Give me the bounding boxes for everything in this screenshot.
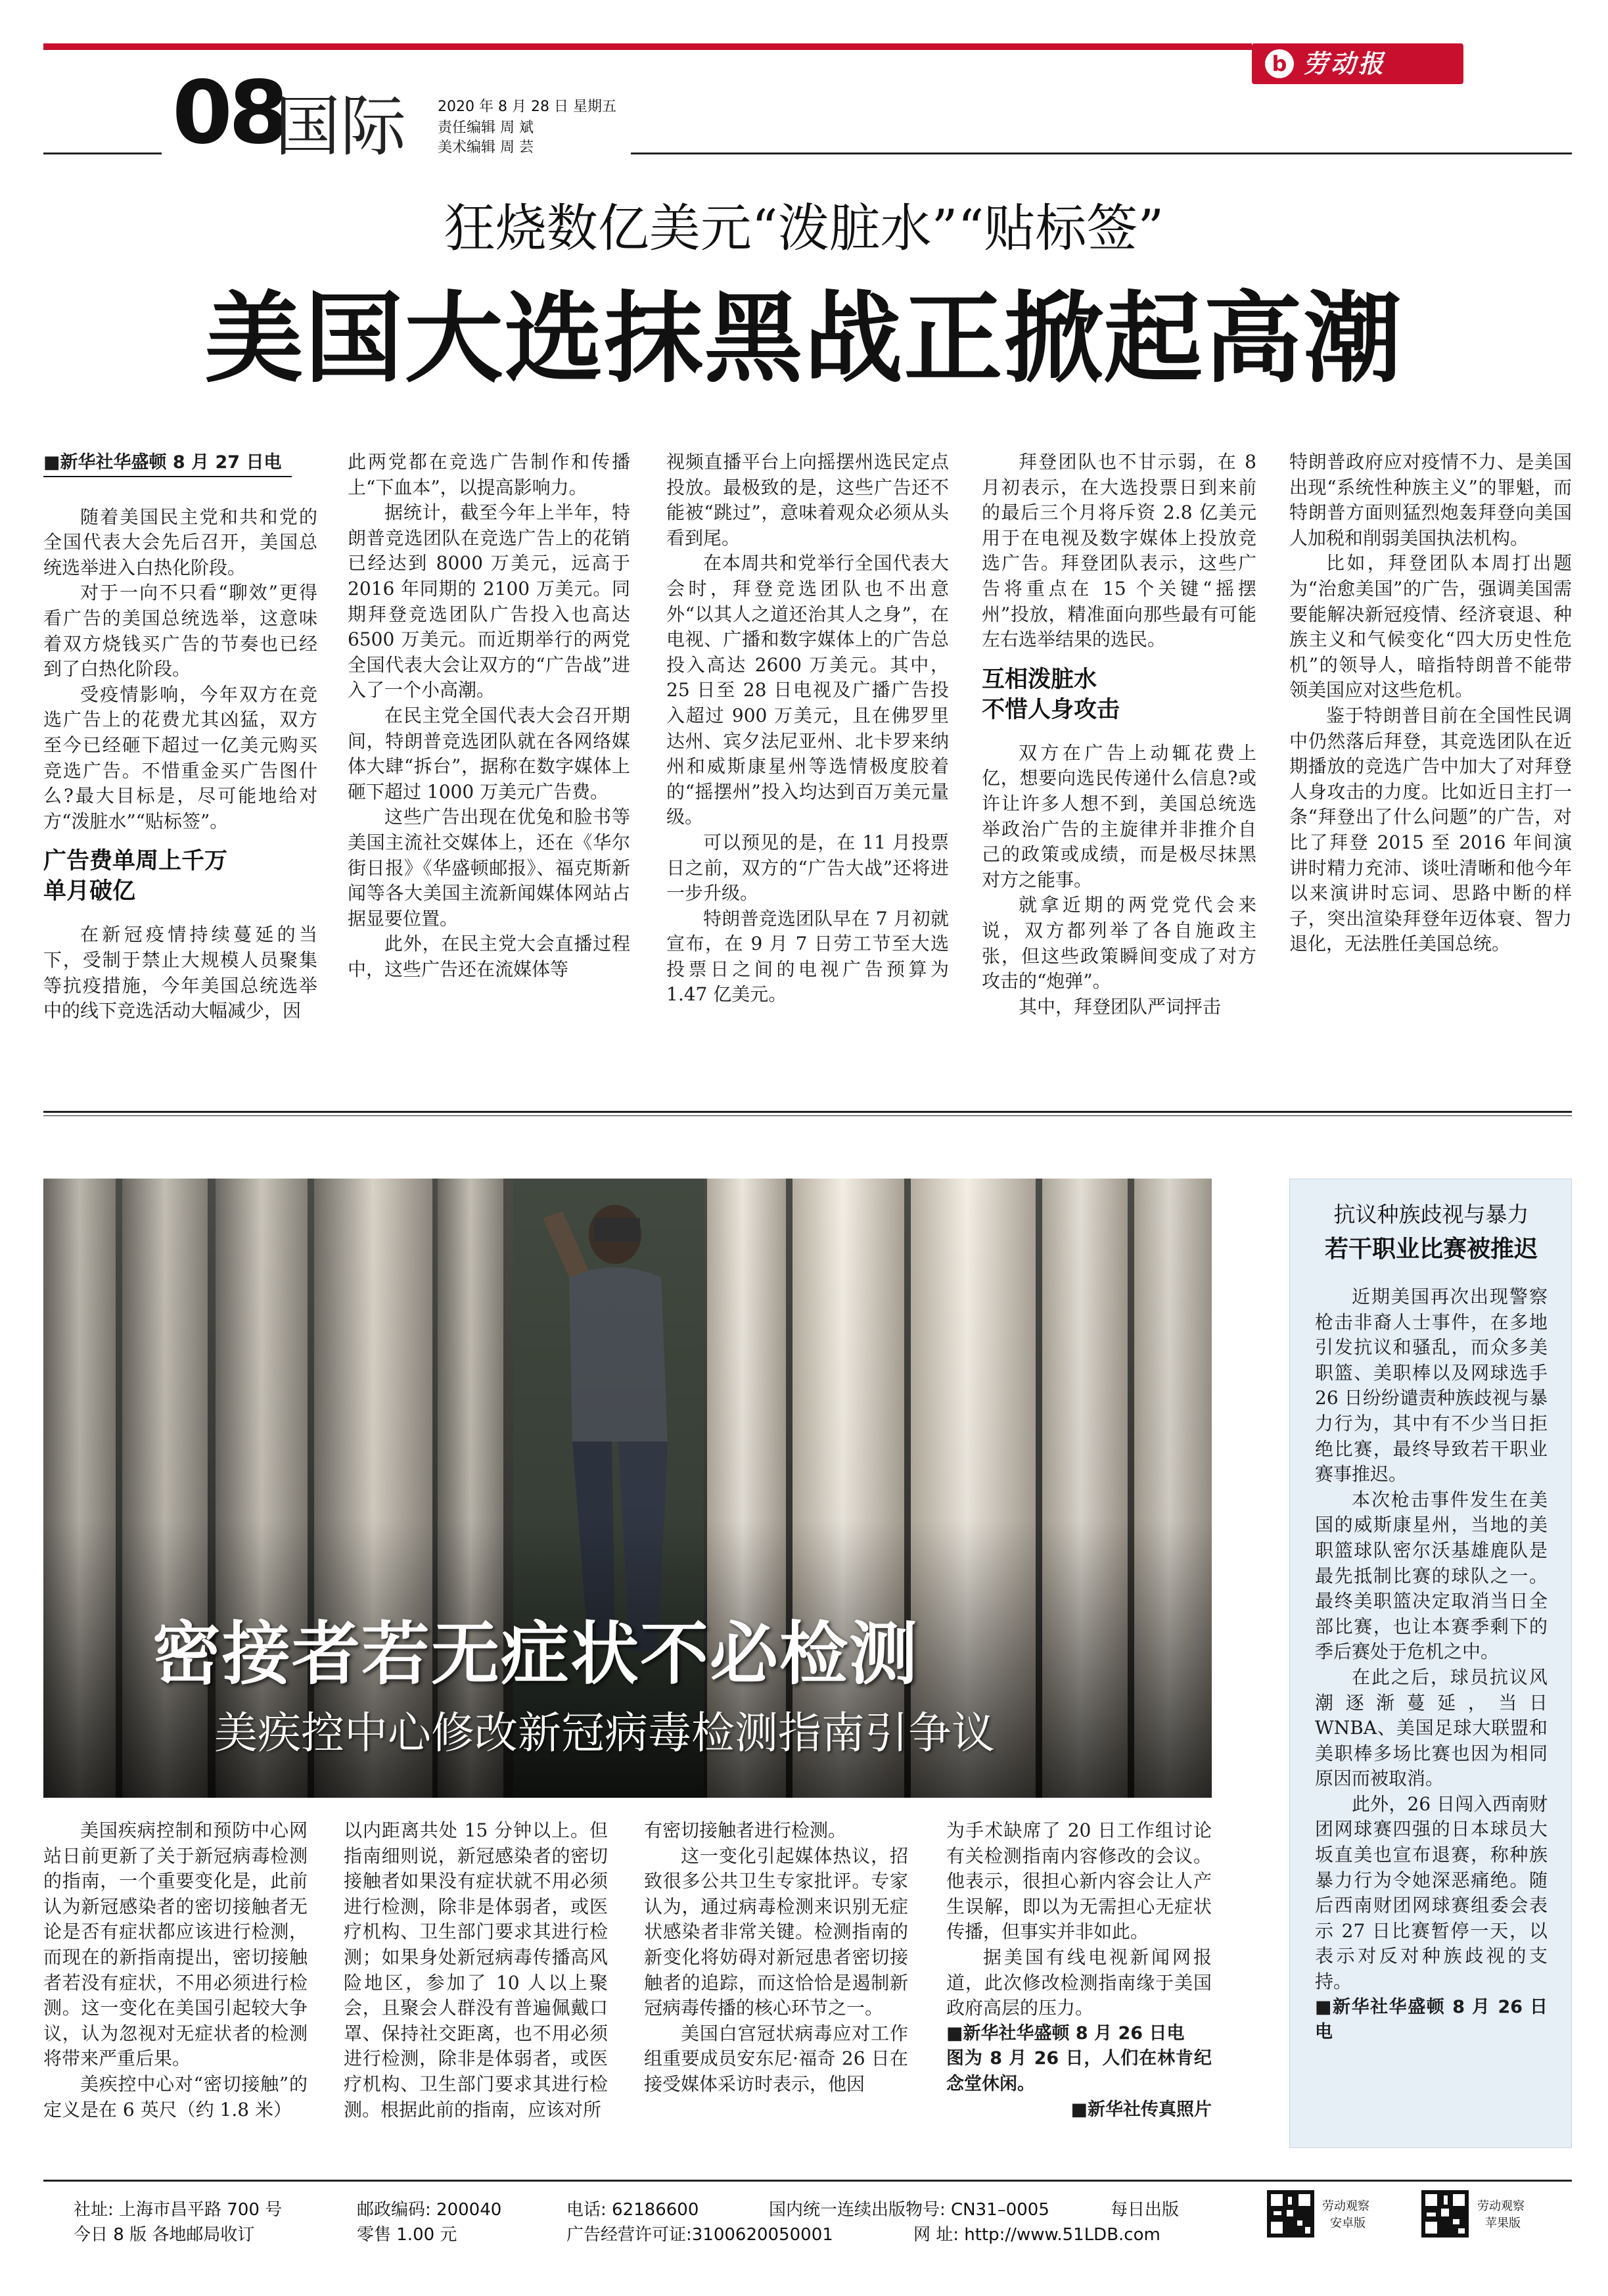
paragraph: 这些广告出现在优兔和脸书等美国主流社交媒体上，还在《华尔街日报》《华盛顿邮报》、福克斯新闻等各大美国主流新闻媒体网站占据显要位置。	[348, 806, 630, 929]
lincoln-memorial-photo	[43, 1179, 1212, 1798]
paragraph: 特朗普竞选团队早在 7 月初就宣布，在 9 月 7 日劳工节至大选投票日之间的电视广告预算为 1.47 亿美元。	[666, 907, 949, 1006]
paragraph: 此外，在民主党大会直播过程中，这些广告还在流媒体等	[348, 933, 630, 980]
footer-cn: 国内统一连续出版物号: CN31–0005	[769, 2200, 1049, 2220]
section-divider-thin	[43, 1115, 1572, 1116]
paragraph: 此外，26 日闯入西南财团网球赛四强的日本球员大坂直美也宣布退赛，称种族暴力行为令她深恶痛绝。随后西南财团网球赛组委会表示 27 日比赛暂停一天，以表示对反对种族歧视的支持。	[1315, 1792, 1548, 1993]
footer-rule	[43, 2180, 1572, 2182]
header-left-rule	[43, 152, 162, 154]
paragraph: 随着美国民主党和共和党的全国代表大会先后召开，美国总统选举进入白热化阶段。	[43, 505, 317, 578]
paragraph: 据美国有线电视新闻网报道，此次修改检测指南缘于美国政府高层的压力。	[946, 1946, 1212, 2019]
paragraph: 就拿近期的两党党代会来说，双方都列举了各自施政主张，但这些政策瞬间变成了对方攻击的“炮弹”。	[982, 894, 1256, 993]
section-name: 国际	[275, 88, 406, 165]
sidebar-credit: ■新华社华盛顿 8 月 26 日电	[1315, 1996, 1548, 2043]
sidebar-box	[1289, 1179, 1572, 2148]
qr-code-android-icon[interactable]	[1267, 2190, 1314, 2237]
issue-date: 2020 年 8 月 28 日 星期五	[438, 99, 616, 115]
article-column-3	[666, 450, 949, 1008]
photo-subtitle: 美疾控中心修改新冠病毒检测指南引争议	[214, 1708, 995, 1758]
paragraph: 近期美国再次出现警察枪击非裔人士事件，在多地引发抗议和骚乱，而众多美职篮、美职棒以及网球选手 26 日纷纷谴责种族歧视与暴力行为，其中有不少当日拒绝比赛，最终导致若干职业赛事推迟。	[1315, 1286, 1548, 1486]
paragraph: 对于一向不只看“聊效”更得看广告的美国总统选举，这意味着双方烧钱买广告的节奏也已经到了白热化阶段。	[43, 582, 317, 680]
paragraph: 在此之后，球员抗议风潮逐渐蔓延，当日 WNBA、美国足球大联盟和美职棒多场比赛也因为相同原因而被取消。	[1315, 1666, 1548, 1790]
footer-daily: 每日出版	[1111, 2200, 1180, 2220]
cdc-column-1	[43, 1818, 308, 2122]
subheading: 广告费单周上千万 单月破亿	[43, 848, 228, 905]
section-number: 08	[172, 62, 285, 164]
dateline: ■新华社华盛顿 8 月 27 日电	[43, 450, 292, 477]
article-column-4	[982, 450, 1256, 1019]
footer-website: 网 址: http://www.51LDB.com	[913, 2225, 1160, 2245]
qr-code-ios-icon[interactable]	[1421, 2190, 1469, 2237]
qr-label: 苹果版	[1485, 2216, 1521, 2230]
paragraph: 美国疾病控制和预防中心网站日前更新了关于新冠病毒检测的指南，一个重要变化是，此前认为新冠感染者的密切接触者无论是否有症状都应该进行检测，而现在的新指南提出，密切接触者若没有症状，不用必须进行检测。这一变化在美国引起较大争议，认为忽视对无症状者的检测将带来严重后果。	[43, 1819, 308, 2070]
article-kicker: 狂烧数亿美元“泼脏水”“贴标签”	[444, 199, 1164, 258]
sidebar-title: 抗议种族歧视与暴力	[1333, 1202, 1529, 1227]
logo-text: 劳动报	[1303, 49, 1387, 78]
cdc-column-3	[644, 1818, 908, 2097]
footer-pages: 今日 8 版 各地邮局收订	[74, 2225, 255, 2245]
newspaper-logo	[1252, 43, 1463, 84]
cdc-column-2	[344, 1818, 608, 2122]
logo-mark-icon: b	[1265, 49, 1294, 78]
qr-label: 劳动观察	[1477, 2199, 1525, 2213]
qr-label: 劳动观察	[1322, 2199, 1369, 2213]
article-column-1	[43, 450, 317, 1024]
paragraph: 鉴于特朗普目前在全国性民调中仍然落后拜登，其竞选团队在近期播放的竞选广告中加大了对拜登人身攻击的力度。比如近日主打一条“拜登出了什么问题”的广告，对比了拜登 2015 至 2016 年间演讲时精力充沛、谈吐清晰和他今年以来演讲时忘词、思路中断的样子，突出渲染拜登年迈体衰、智力退化，无法胜任美国总统。	[1289, 704, 1572, 955]
paragraph: 本次枪击事件发生在美国的威斯康星州，当地的美职篮球队密尔沃基雄鹿队是最先抵制比赛的球队之一。最终美职篮决定取消当日全部比赛，也让本赛季剩下的季后赛处于危机之中。	[1315, 1488, 1548, 1663]
photo-illustration	[43, 1179, 1212, 1798]
paragraph: 拜登团队也不甘示弱，在 8 月初表示，在大选投票日到来前的最后三个月将斥资 2.8 亿美元用于在电视及数字媒体上投放竞选广告。拜登团队表示，这些广告将重点在 15 个关键“摇摆州”投放，精准面向那些最有可能左右选举结果的选民。	[982, 451, 1256, 651]
footer-phone: 电话: 62186600	[566, 2200, 699, 2220]
section-divider	[43, 1111, 1572, 1113]
footer-postal: 邮政编码: 200040	[357, 2200, 502, 2220]
paragraph: 特朗普政府应对疫情不力、是美国出现“系统性种族主义”的罪魁，而特朗普方面则猛烈炮轰拜登向美国人加税和削弱美国执法机构。	[1289, 451, 1572, 549]
article-column-5	[1289, 450, 1572, 957]
article-column-2	[348, 450, 630, 982]
article-credit: ■新华社华盛顿 8 月 26 日电	[946, 2023, 1185, 2044]
footer-price: 零售 1.00 元	[357, 2225, 457, 2245]
footer-address: 社址: 上海市昌平路 700 号	[74, 2200, 283, 2220]
photo-caption: 图为 8 月 26 日，人们在林肯纪念堂休闲。	[946, 2048, 1212, 2094]
footer-ad-license: 广告经营许可证:3100620050001	[566, 2225, 833, 2245]
paragraph: 有密切接触者进行检测。	[644, 1819, 847, 1841]
paragraph: 受疫情影响，今年双方在竞选广告上的花费尤其凶猛，双方至今已经砸下超过一亿美元购买竞选广告。不惜重金买广告图什么?最大目标是，尽可能地给对方“泼脏水”“贴标签”。	[43, 683, 317, 832]
paragraph: 这一变化引起媒体热议，招致很多公共卫生专家批评。专家认为，通过病毒检测来识别无症状感染者非常关键。检测指南的新变化将妨碍对新冠患者密切接触者的追踪，而这恰恰是遏制新冠病毒传播的核心环节之一。	[644, 1844, 908, 2019]
editor-credit: 责任编辑 周 斌	[438, 120, 534, 136]
paragraph: 为手术缺席了 20 日工作组讨论有关检测指南内容修改的会议。他表示，很担心新内容会让人产生误解，即以为无需担心无症状传播，但事实并非如此。	[946, 1819, 1212, 1943]
paragraph: 其中，拜登团队严词抨击	[1019, 995, 1222, 1018]
paragraph: 在新冠疫情持续蔓延的当下，受制于禁止大规模人员聚集等抗疫措施，今年美国总统选举中的线下竞选活动大幅减少，因	[43, 924, 317, 1022]
paragraph: 可以预见的是，在 11 月投票日之前，双方的“广告大战”还将进一步升级。	[666, 831, 949, 904]
qr-label: 安卓版	[1330, 2216, 1366, 2230]
paragraph: 美疾控中心对“密切接触”的定义是在 6 英尺（约 1.8 米）	[43, 2073, 308, 2120]
paragraph: 在民主党全国代表大会召开期间，特朗普竞选团队就在各网络媒体大肆“拆台”，据称在数字媒体上砸下超过 1000 万美元广告费。	[348, 704, 630, 803]
paragraph: 视频直播平台上向摇摆州选民定点投放。最极致的是，这些广告还不能被“跳过”，意味着观众必须从头看到尾。	[666, 451, 949, 549]
header-right-rule	[631, 152, 1572, 154]
paragraph: 双方在广告上动辄花费上亿，想要向选民传递什么信息?或许让许多人想不到，美国总统选举政治广告的主旋律并非推介自己的政策或成绩，而是极尽抹黑对方之能事。	[982, 741, 1256, 891]
paragraph: 在本周共和党举行全国代表大会时，拜登竞选团队也不出意外“以其人之道还治其人之身”，在电视、广播和数字媒体上的广告总投入高达 2600 万美元。其中，25 日至 28 日电视及广播广告投入超过 900 万美元，且在佛罗里达州、宾夕法尼亚州、北卡罗来纳州和威斯康星州等选情极度胶着的“摇摆州”投入均达到百万美元量级。	[666, 552, 949, 828]
sidebar-subtitle: 若干职业比赛被推迟	[1324, 1235, 1538, 1263]
cdc-column-4	[946, 1818, 1212, 2122]
top-red-rule	[43, 43, 1252, 50]
paragraph: 以内距离共处 15 分钟以上。但指南细则说，新冠感染者的密切接触者如果没有症状就不用必须进行检测，除非是体弱者，或医疗机构、卫生部门要求其进行检测；如果身处新冠病毒传播高风险地区，参加了 10 人以上聚会，且聚会人群没有普遍佩戴口罩、保持社交距离，也不用必须进行检测，除非是体弱者，或医疗机构、卫生部门要求其进行检测。根据此前的指南，应该对所	[344, 1819, 608, 2120]
paragraph: 此两党都在竞选广告制作和传播上“下血本”，以提高影响力。	[348, 451, 630, 498]
subheading: 互相泼脏水 不惜人身攻击	[982, 666, 1120, 723]
article-headline: 美国大选抹黑战正掀起高潮	[204, 281, 1404, 396]
photo-credit: ■新华社传真照片	[1070, 2099, 1212, 2120]
paragraph: 美国白宫冠状病毒应对工作组重要成员安东尼·福奇 26 日在接受媒体采访时表示，他因	[644, 2022, 908, 2095]
photo-title: 密接者若无症状不必检测	[152, 1613, 919, 1694]
paragraph: 比如，拜登团队本周打出题为“治愈美国”的广告，强调美国需要能解决新冠疫情、经济衰退、种族主义和气候变化“四大历史性危机”的领导人，暗指特朗普不能带领美国应对这些危机。	[1289, 552, 1572, 701]
art-editor-credit: 美术编辑 周 芸	[438, 139, 534, 156]
paragraph: 据统计，截至今年上半年，特朗普竞选团队在竞选广告上的花销已经达到 8000 万美元，远高于 2016 年同期的 2100 万美元。同期拜登竞选团队广告投入也高达 6500 万美元。而近期举行的两党全国代表大会让双方的“广告战”进入了一个小高潮。	[348, 502, 630, 701]
sidebar-body	[1315, 1284, 1548, 2046]
